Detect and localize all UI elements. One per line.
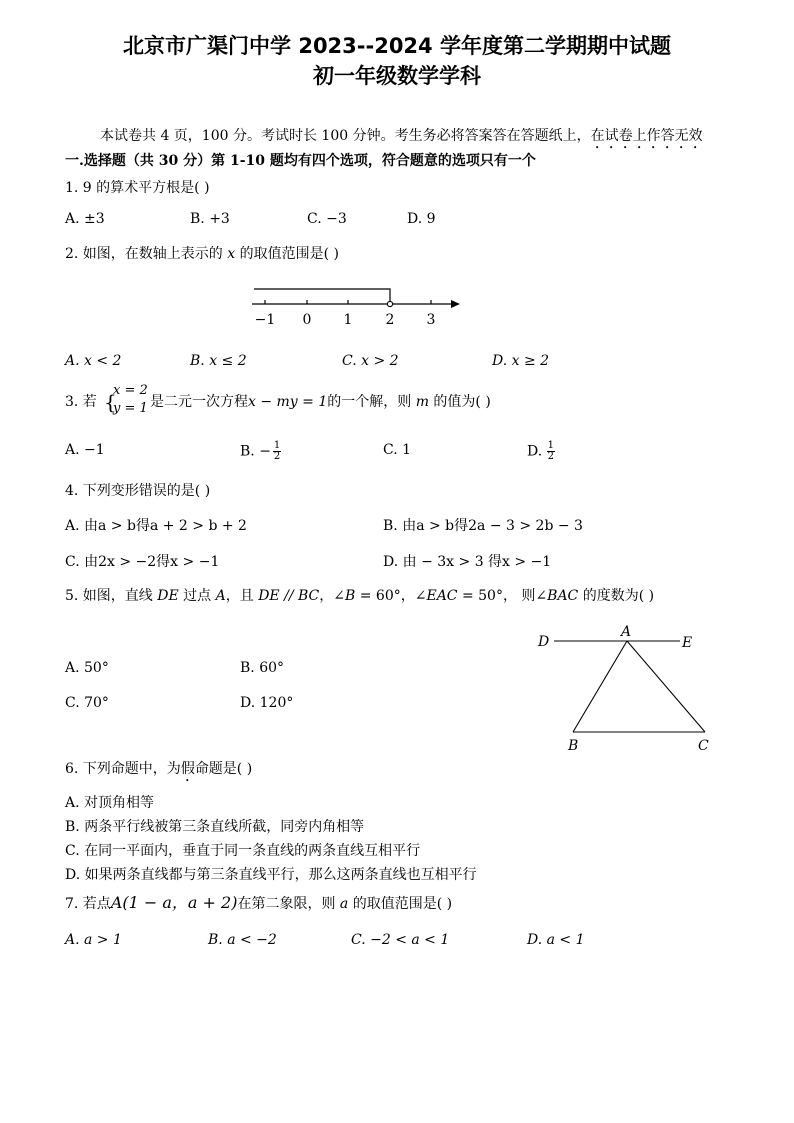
q4-option-b: B. 由a > b得2a − 3 > 2b − 3 bbox=[383, 518, 583, 534]
q3-equation: x − my = 1 bbox=[248, 394, 328, 410]
point-label: D bbox=[538, 634, 550, 650]
q7-point: A(1 − a，a + 2) bbox=[110, 893, 238, 912]
q3-option-b-label: B. − bbox=[240, 443, 271, 460]
axis-tick-label: 2 bbox=[385, 312, 395, 328]
q3-option-d-label: D. bbox=[527, 443, 547, 460]
q1-option-d: D. 9 bbox=[407, 211, 436, 227]
q2-option-d: D. x ≥ 2 bbox=[492, 353, 550, 369]
axis-tick-label: 3 bbox=[426, 312, 436, 328]
q3-stem-rest bbox=[150, 393, 491, 411]
q2-stem-pre: 2. 如图，在数轴上表示的 bbox=[65, 246, 228, 262]
number-line-figure bbox=[248, 282, 468, 328]
q2-stem-var: x bbox=[227, 246, 236, 262]
page-title: 北京市广渠门中学 2023--2024 学年度第二学期期中试题 bbox=[123, 34, 671, 58]
intro-emphasis: 在试卷上作答无效 bbox=[590, 128, 703, 144]
q3-option-b bbox=[240, 441, 281, 462]
q5-text: ，且 bbox=[225, 588, 259, 604]
q2-stem bbox=[65, 245, 339, 263]
q7-var: a bbox=[339, 896, 349, 912]
fraction-denominator: 2 bbox=[273, 451, 281, 462]
fraction-numerator: 1 bbox=[273, 440, 281, 451]
q6-option-a: A. 对顶角相等 bbox=[65, 795, 155, 811]
q2-option-c: C. x > 2 bbox=[342, 353, 399, 369]
q5-math: A bbox=[215, 588, 226, 604]
point-label: C bbox=[698, 738, 709, 754]
q7-stem bbox=[65, 894, 452, 913]
q5-text: ，∠ bbox=[319, 588, 345, 604]
q2-option-a: A. x < 2 bbox=[65, 353, 122, 369]
q5-option-b: B. 60° bbox=[240, 660, 285, 676]
point-label: A bbox=[621, 624, 632, 640]
q1-option-b: B. +3 bbox=[190, 211, 230, 227]
q5-math: B bbox=[344, 588, 356, 604]
q4-stem: 4. 下列变形错误的是( ) bbox=[65, 483, 211, 499]
point-label: E bbox=[682, 635, 693, 651]
q2-option-b: B. x ≤ 2 bbox=[190, 353, 247, 369]
axis-tick-label: −1 bbox=[254, 312, 276, 328]
q4-option-d: D. 由 − 3x > 3 得x > −1 bbox=[383, 554, 552, 570]
q5-text: 过点 bbox=[178, 588, 216, 604]
q6-stem-emphasis: 假 bbox=[180, 761, 195, 777]
q3-system-bottom: y = 1 bbox=[113, 401, 148, 416]
q6-stem bbox=[65, 760, 252, 785]
point-label: B bbox=[568, 738, 579, 754]
q3-option-c: C. 1 bbox=[383, 442, 412, 458]
q3-number: 3. 若 bbox=[65, 394, 97, 410]
triangle-figure bbox=[530, 620, 730, 760]
q5-math: BAC bbox=[547, 588, 579, 604]
q3-stem-mid: 是二元一次方程 bbox=[150, 394, 248, 410]
q5-text: 5. 如图，直线 bbox=[65, 588, 158, 604]
q3-var-m: m bbox=[415, 394, 429, 410]
fraction-denominator: 2 bbox=[547, 451, 555, 462]
q6-stem-pre: 6. 下列命题中，为 bbox=[65, 761, 181, 777]
axis-tick-label: 0 bbox=[302, 312, 312, 328]
q2-stem-post: 的取值范围是( ) bbox=[235, 246, 339, 262]
q1-stem: 1. 9 的算术平方根是( ) bbox=[65, 180, 210, 196]
q3-brace: { bbox=[104, 390, 117, 414]
q5-text: 的度数为( ) bbox=[578, 588, 655, 604]
q4-option-c: C. 由2x > −2得x > −1 bbox=[65, 554, 220, 570]
q1-option-c: C. −3 bbox=[307, 211, 347, 227]
q5-option-d: D. 120° bbox=[240, 695, 294, 711]
q5-option-a: A. 50° bbox=[65, 660, 109, 676]
page-subtitle: 初一年级数学学科 bbox=[313, 64, 481, 88]
q7-stem-mid: 在第二象限，则 bbox=[237, 896, 340, 912]
q7-option-d: D. a < 1 bbox=[527, 932, 585, 948]
q6-stem-post: 命题是( ) bbox=[194, 761, 253, 777]
q5-option-c: C. 70° bbox=[65, 695, 109, 711]
q7-option-a: A. a > 1 bbox=[65, 932, 122, 948]
q4-option-a: A. 由a > b得a + 2 > b + 2 bbox=[65, 518, 247, 534]
q3-fraction-b bbox=[273, 441, 281, 462]
q7-option-b: B. a < −2 bbox=[208, 932, 277, 948]
q3-option-a: A. −1 bbox=[65, 442, 105, 458]
q5-text: = 60°，∠ bbox=[355, 588, 427, 604]
q3-stem-post: 的一个解，则 bbox=[327, 394, 416, 410]
q7-stem-pre: 7. 若点 bbox=[65, 896, 111, 912]
q3-option-d bbox=[527, 441, 555, 462]
section-heading: 一.选择题（共 30 分）第 1-10 题均有四个选项，符合题意的选项只有一个 bbox=[65, 153, 536, 169]
q3-system-top: x = 2 bbox=[113, 383, 148, 398]
axis-tick-label: 1 bbox=[343, 312, 353, 328]
fraction-numerator: 1 bbox=[547, 440, 555, 451]
q1-option-a: A. ±3 bbox=[65, 211, 105, 227]
q5-text: = 50°， 则∠ bbox=[457, 588, 548, 604]
q5-math: DE // BC bbox=[258, 588, 320, 604]
q3-fraction-d bbox=[547, 441, 555, 462]
q5-stem bbox=[65, 587, 654, 605]
q6-option-c: C. 在同一平面内，垂直于同一条直线的两条直线互相平行 bbox=[65, 843, 421, 859]
q5-math: DE bbox=[157, 588, 179, 604]
q7-option-c: C. −2 < a < 1 bbox=[351, 932, 450, 948]
q7-stem-post: 的取值范围是( ) bbox=[348, 896, 453, 912]
intro-line bbox=[100, 127, 703, 152]
q5-math: EAC bbox=[426, 588, 458, 604]
q6-option-d: D. 如果两条直线都与第三条直线平行，那么这两条直线也互相平行 bbox=[65, 867, 477, 883]
intro-text: 本试卷共 4 页，100 分。考试时长 100 分钟。考生务必将答案答在答题纸上， bbox=[100, 128, 591, 144]
q3-stem-end: 的值为( ) bbox=[428, 394, 491, 410]
q6-option-b: B. 两条平行线被第三条直线所截，同旁内角相等 bbox=[65, 819, 365, 835]
